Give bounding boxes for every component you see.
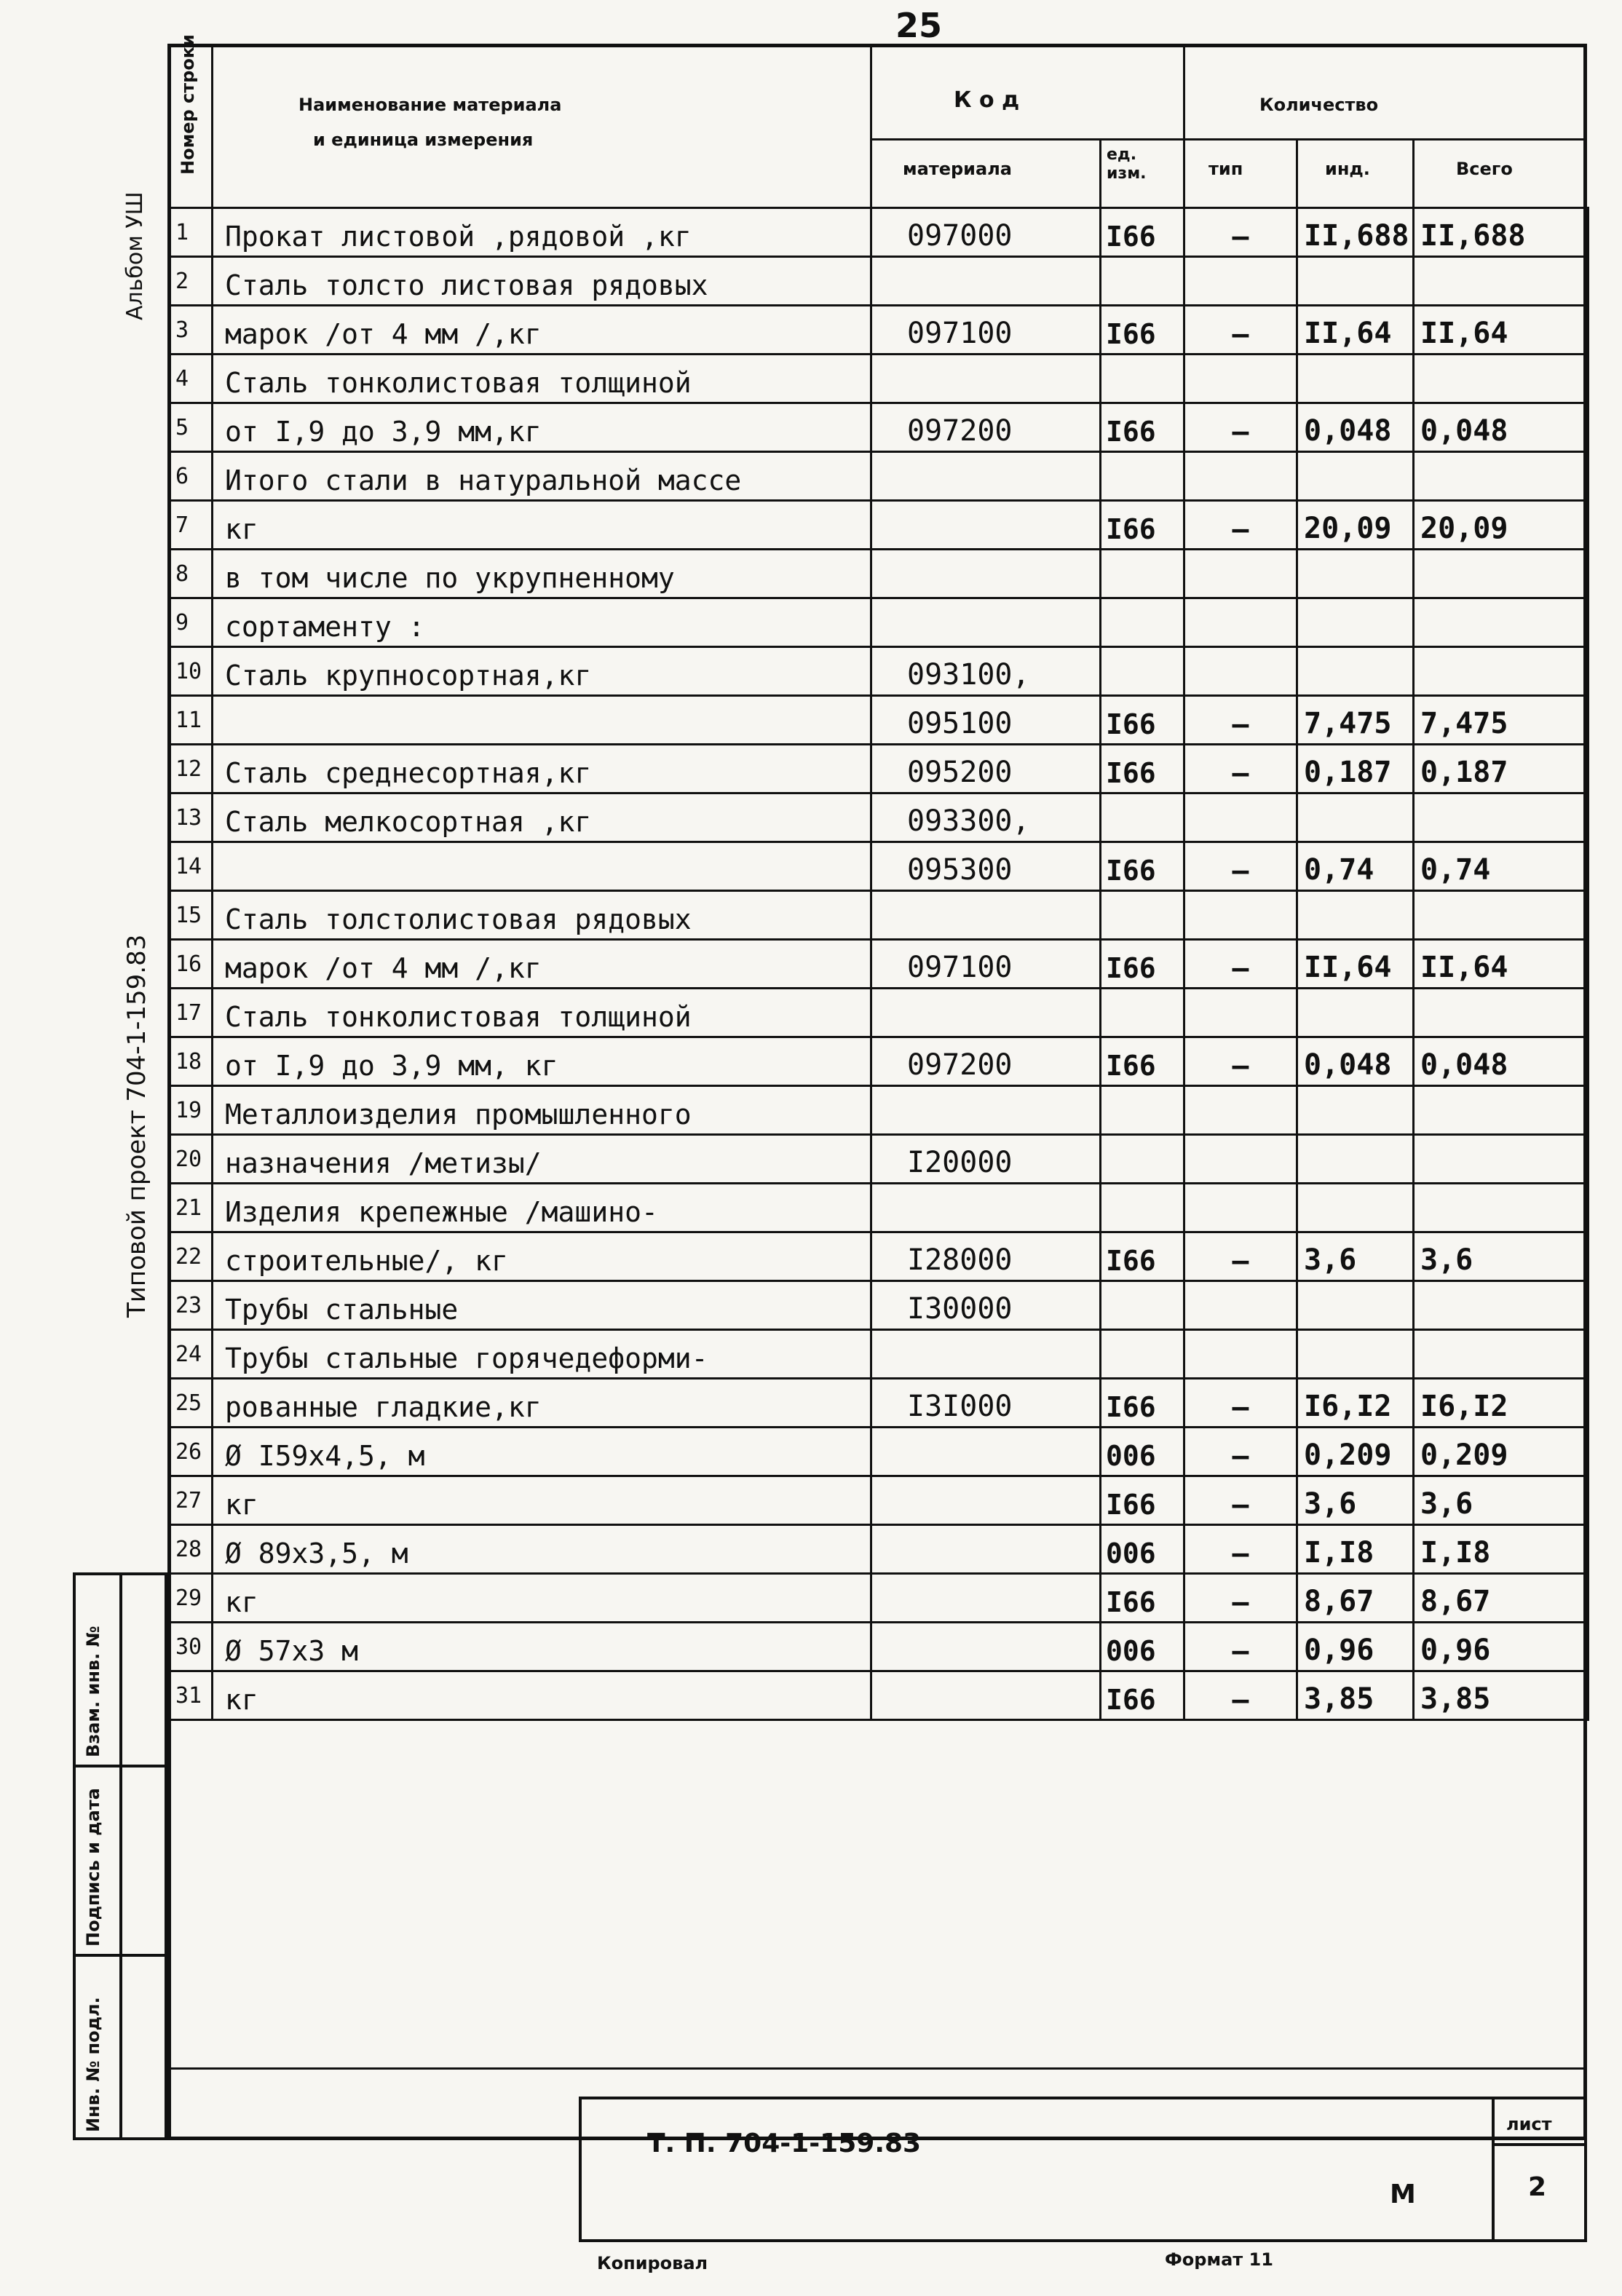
qty-type: – — [1184, 940, 1297, 989]
table-row — [169, 1623, 1589, 1671]
qty-total — [1414, 1086, 1589, 1135]
qty-type: – — [1184, 745, 1297, 793]
inv-dup-label: Взам. инв. № — [83, 1626, 103, 1757]
unit-code — [1101, 257, 1184, 306]
material-code: 097000 — [871, 208, 1101, 257]
qty-individual — [1297, 452, 1414, 501]
material-code: 097200 — [871, 403, 1101, 452]
row-number: 24 — [169, 1330, 213, 1379]
header-qty-type: тип — [1208, 159, 1243, 179]
qty-total — [1414, 257, 1589, 306]
material-name: рованные гладкие,кг — [213, 1379, 871, 1428]
qty-individual: 0,048 — [1297, 403, 1414, 452]
project-label: Типовой проект 704-1-159.83 — [122, 934, 151, 1318]
row-number: 5 — [169, 403, 213, 452]
material-name: кг — [213, 1574, 871, 1623]
row-number: 11 — [169, 696, 213, 745]
row-number: 1 — [169, 208, 213, 257]
material-name: строительные/, кг — [213, 1232, 871, 1281]
header-divider — [1412, 138, 1415, 207]
qty-individual — [1297, 793, 1414, 842]
qty-type — [1184, 793, 1297, 842]
unit-code: I66 — [1101, 1574, 1184, 1623]
table-row — [169, 1086, 1589, 1135]
table-row — [169, 1525, 1589, 1574]
stamp-rule — [1492, 2143, 1584, 2146]
qty-individual — [1297, 1330, 1414, 1379]
qty-type: – — [1184, 1232, 1297, 1281]
qty-individual — [1297, 647, 1414, 696]
table-row — [169, 208, 1589, 257]
page-number: 25 — [895, 6, 943, 45]
qty-total — [1414, 1184, 1589, 1232]
qty-total: 3,6 — [1414, 1232, 1589, 1281]
table-row — [169, 355, 1589, 403]
qty-type: – — [1184, 1574, 1297, 1623]
material-name: кг — [213, 1671, 871, 1720]
header-quantity: Количество — [1259, 95, 1379, 115]
material-name: Сталь среднесортная,кг — [213, 745, 871, 793]
qty-individual — [1297, 1281, 1414, 1330]
qty-type: – — [1184, 696, 1297, 745]
material-code: I28000 — [871, 1232, 1101, 1281]
row-number: 7 — [169, 501, 213, 550]
header-row-number: Номер строки — [178, 34, 198, 175]
qty-total: I,I8 — [1414, 1525, 1589, 1574]
row-number: 14 — [169, 842, 213, 891]
table-row — [169, 940, 1589, 989]
album-label: Альбом УШ — [122, 191, 148, 320]
qty-type: – — [1184, 306, 1297, 355]
row-number: 20 — [169, 1135, 213, 1184]
material-code — [871, 501, 1101, 550]
row-number: 13 — [169, 793, 213, 842]
qty-total — [1414, 793, 1589, 842]
material-name: Сталь тонколистовая толщиной — [213, 355, 871, 403]
header-divider — [1296, 138, 1298, 207]
qty-total — [1414, 598, 1589, 647]
material-name: Ø I59х4,5, м — [213, 1428, 871, 1476]
qty-type: – — [1184, 1623, 1297, 1671]
unit-code: I66 — [1101, 1232, 1184, 1281]
qty-individual: II,688 — [1297, 208, 1414, 257]
qty-type — [1184, 452, 1297, 501]
material-code — [871, 1525, 1101, 1574]
row-number: 8 — [169, 550, 213, 598]
material-code: I20000 — [871, 1135, 1101, 1184]
material-name: Сталь толсто листовая рядовых — [213, 257, 871, 306]
material-code — [871, 1623, 1101, 1671]
table-row — [169, 696, 1589, 745]
material-name: от I,9 до 3,9 мм,кг — [213, 403, 871, 452]
qty-individual — [1297, 989, 1414, 1037]
copied-label: Копировал — [597, 2253, 708, 2273]
unit-code: I66 — [1101, 696, 1184, 745]
unit-code — [1101, 355, 1184, 403]
qty-total: II,64 — [1414, 940, 1589, 989]
qty-type: – — [1184, 1428, 1297, 1476]
qty-type: – — [1184, 842, 1297, 891]
row-number: 18 — [169, 1037, 213, 1086]
unit-code — [1101, 891, 1184, 940]
table-row — [169, 1428, 1589, 1476]
unit-code: I66 — [1101, 306, 1184, 355]
table-row — [169, 1281, 1589, 1330]
row-number: 6 — [169, 452, 213, 501]
row-number: 16 — [169, 940, 213, 989]
qty-total — [1414, 452, 1589, 501]
header-subrule — [870, 138, 1587, 140]
table-row — [169, 403, 1589, 452]
material-code: 093100, — [871, 647, 1101, 696]
qty-individual: 20,09 — [1297, 501, 1414, 550]
material-name — [213, 842, 871, 891]
qty-individual: I,I8 — [1297, 1525, 1414, 1574]
qty-individual: 3,6 — [1297, 1476, 1414, 1525]
material-code — [871, 1671, 1101, 1720]
header-divider — [1099, 138, 1101, 207]
material-name: Сталь тонколистовая толщиной — [213, 989, 871, 1037]
qty-total: 0,048 — [1414, 1037, 1589, 1086]
qty-type: – — [1184, 208, 1297, 257]
table-row — [169, 501, 1589, 550]
material-name: в том числе по укрупненному — [213, 550, 871, 598]
table-row — [169, 306, 1589, 355]
title-block — [579, 2097, 1587, 2242]
header-qty-ind: инд. — [1325, 159, 1370, 179]
qty-total: 0,187 — [1414, 745, 1589, 793]
qty-individual: 0,187 — [1297, 745, 1414, 793]
row-number: 25 — [169, 1379, 213, 1428]
header-code-material: материала — [903, 159, 1012, 179]
unit-code — [1101, 598, 1184, 647]
unit-code — [1101, 647, 1184, 696]
table-row — [169, 1330, 1589, 1379]
qty-total — [1414, 355, 1589, 403]
doc-code: Т. П. 704-1-159.83 — [647, 2129, 922, 2158]
format-label: Формат 11 — [1165, 2249, 1273, 2270]
table-row — [169, 452, 1589, 501]
unit-code: I66 — [1101, 745, 1184, 793]
row-number: 2 — [169, 257, 213, 306]
material-name: Металлоизделия промышленного — [213, 1086, 871, 1135]
qty-total: 0,74 — [1414, 842, 1589, 891]
qty-type — [1184, 1086, 1297, 1135]
qty-individual — [1297, 257, 1414, 306]
material-name: Сталь толстолистовая рядовых — [213, 891, 871, 940]
sign-date-label: Подпись и дата — [83, 1788, 103, 1947]
qty-type: – — [1184, 1379, 1297, 1428]
qty-individual: 0,74 — [1297, 842, 1414, 891]
table-row — [169, 1184, 1589, 1232]
qty-total: I6,I2 — [1414, 1379, 1589, 1428]
material-name: Ø 57х3 м — [213, 1623, 871, 1671]
material-code: I30000 — [871, 1281, 1101, 1330]
qty-individual: 0,209 — [1297, 1428, 1414, 1476]
qty-total: 0,96 — [1414, 1623, 1589, 1671]
unit-code: I66 — [1101, 842, 1184, 891]
unit-code: I66 — [1101, 1037, 1184, 1086]
material-code: I3I000 — [871, 1379, 1101, 1428]
inv-orig-label: Инв. № подл. — [83, 1997, 103, 2132]
qty-total — [1414, 1135, 1589, 1184]
material-name: Ø 89х3,5, м — [213, 1525, 871, 1574]
material-name: кг — [213, 501, 871, 550]
row-number: 21 — [169, 1184, 213, 1232]
qty-type — [1184, 647, 1297, 696]
unit-code: 006 — [1101, 1428, 1184, 1476]
header-code-unit: ед. изм. — [1107, 146, 1147, 183]
material-code: 095300 — [871, 842, 1101, 891]
qty-type — [1184, 257, 1297, 306]
material-name: марок /от 4 мм /,кг — [213, 940, 871, 989]
table-row — [169, 842, 1589, 891]
table-row — [169, 647, 1589, 696]
table-row — [169, 550, 1589, 598]
material-name: марок /от 4 мм /,кг — [213, 306, 871, 355]
qty-type: – — [1184, 403, 1297, 452]
table-row — [169, 1037, 1589, 1086]
qty-type — [1184, 1135, 1297, 1184]
row-number: 27 — [169, 1476, 213, 1525]
material-name: Прокат листовой ,рядовой ,кг — [213, 208, 871, 257]
table-row — [169, 745, 1589, 793]
qty-total: 3,85 — [1414, 1671, 1589, 1720]
material-name: назначения /метизы/ — [213, 1135, 871, 1184]
material-code: 097100 — [871, 306, 1101, 355]
qty-type — [1184, 598, 1297, 647]
qty-total: 3,6 — [1414, 1476, 1589, 1525]
header-divider — [1183, 44, 1185, 207]
qty-type — [1184, 1330, 1297, 1379]
qty-type — [1184, 989, 1297, 1037]
qty-type: – — [1184, 1671, 1297, 1720]
qty-total: 7,475 — [1414, 696, 1589, 745]
material-code: 097100 — [871, 940, 1101, 989]
unit-code: 006 — [1101, 1525, 1184, 1574]
material-code — [871, 355, 1101, 403]
material-code — [871, 550, 1101, 598]
material-name: Сталь мелкосортная ,кг — [213, 793, 871, 842]
sheet-number: 2 — [1528, 2172, 1547, 2202]
qty-individual: 0,96 — [1297, 1623, 1414, 1671]
qty-individual — [1297, 550, 1414, 598]
unit-code — [1101, 1184, 1184, 1232]
qty-total — [1414, 891, 1589, 940]
material-code — [871, 257, 1101, 306]
table-row — [169, 1671, 1589, 1720]
table-row — [169, 989, 1589, 1037]
unit-code: I66 — [1101, 403, 1184, 452]
row-number: 4 — [169, 355, 213, 403]
qty-total — [1414, 1281, 1589, 1330]
unit-code — [1101, 1330, 1184, 1379]
unit-code — [1101, 1086, 1184, 1135]
material-code — [871, 598, 1101, 647]
material-code — [871, 989, 1101, 1037]
table-row — [169, 598, 1589, 647]
row-number: 28 — [169, 1525, 213, 1574]
row-number: 15 — [169, 891, 213, 940]
qty-individual: 3,6 — [1297, 1232, 1414, 1281]
row-number: 9 — [169, 598, 213, 647]
qty-individual: I6,I2 — [1297, 1379, 1414, 1428]
unit-code — [1101, 1281, 1184, 1330]
unit-code — [1101, 793, 1184, 842]
qty-individual — [1297, 1135, 1414, 1184]
qty-type: – — [1184, 1525, 1297, 1574]
stamp-divider — [1492, 2099, 1495, 2239]
row-number: 22 — [169, 1232, 213, 1281]
qty-total — [1414, 550, 1589, 598]
header-name-line1: Наименование материала — [298, 95, 562, 115]
material-code: 093300, — [871, 793, 1101, 842]
unit-code — [1101, 1135, 1184, 1184]
sheet-label: лист — [1506, 2114, 1552, 2134]
unit-code: I66 — [1101, 1671, 1184, 1720]
qty-type — [1184, 1281, 1297, 1330]
row-number: 10 — [169, 647, 213, 696]
table-row — [169, 793, 1589, 842]
table-row — [169, 1476, 1589, 1525]
qty-total: 0,048 — [1414, 403, 1589, 452]
header-name-line2: и единица измерения — [313, 130, 534, 150]
qty-individual: 7,475 — [1297, 696, 1414, 745]
unit-code: I66 — [1101, 208, 1184, 257]
qty-individual — [1297, 1184, 1414, 1232]
table-row — [169, 1232, 1589, 1281]
qty-individual — [1297, 1086, 1414, 1135]
header-row-number-cell — [167, 34, 213, 207]
table-row — [169, 1379, 1589, 1428]
qty-total — [1414, 647, 1589, 696]
qty-individual — [1297, 598, 1414, 647]
side-stamp-block — [73, 1572, 167, 2140]
row-number: 12 — [169, 745, 213, 793]
material-code — [871, 1086, 1101, 1135]
qty-type — [1184, 891, 1297, 940]
qty-type: – — [1184, 501, 1297, 550]
header-code: К о д — [954, 87, 1020, 113]
qty-individual — [1297, 355, 1414, 403]
unit-code — [1101, 550, 1184, 598]
qty-type — [1184, 550, 1297, 598]
material-code — [871, 1428, 1101, 1476]
header-qty-total: Всего — [1456, 159, 1513, 179]
material-code — [871, 891, 1101, 940]
table-header — [167, 34, 1587, 207]
qty-individual — [1297, 891, 1414, 940]
qty-total: II,64 — [1414, 306, 1589, 355]
qty-total: 8,67 — [1414, 1574, 1589, 1623]
unit-code: 006 — [1101, 1623, 1184, 1671]
side-stamp-rule — [76, 1954, 165, 1957]
material-code — [871, 452, 1101, 501]
letter: М — [1390, 2180, 1416, 2209]
qty-type: – — [1184, 1037, 1297, 1086]
qty-individual: II,64 — [1297, 940, 1414, 989]
material-code — [871, 1330, 1101, 1379]
side-stamp-rule — [76, 1765, 165, 1767]
qty-individual: 8,67 — [1297, 1574, 1414, 1623]
unit-code: I66 — [1101, 1476, 1184, 1525]
side-stamp-divider — [119, 1575, 122, 2137]
row-number: 31 — [169, 1671, 213, 1720]
row-number: 3 — [169, 306, 213, 355]
qty-individual: 3,85 — [1297, 1671, 1414, 1720]
qty-total — [1414, 989, 1589, 1037]
materials-table — [167, 207, 1589, 1721]
material-name — [213, 696, 871, 745]
material-name: кг — [213, 1476, 871, 1525]
qty-individual: II,64 — [1297, 306, 1414, 355]
unit-code — [1101, 989, 1184, 1037]
qty-type: – — [1184, 1476, 1297, 1525]
material-name: Трубы стальные горячедеформи- — [213, 1330, 871, 1379]
material-name: Трубы стальные — [213, 1281, 871, 1330]
material-code — [871, 1574, 1101, 1623]
row-number: 17 — [169, 989, 213, 1037]
table-row — [169, 1135, 1589, 1184]
row-number: 30 — [169, 1623, 213, 1671]
qty-total: II,688 — [1414, 208, 1589, 257]
row-number: 19 — [169, 1086, 213, 1135]
material-code: 097200 — [871, 1037, 1101, 1086]
material-name: сортаменту : — [213, 598, 871, 647]
qty-type — [1184, 1184, 1297, 1232]
table-row — [169, 891, 1589, 940]
qty-individual: 0,048 — [1297, 1037, 1414, 1086]
material-code — [871, 1184, 1101, 1232]
table-row — [169, 1574, 1589, 1623]
material-name: от I,9 до 3,9 мм, кг — [213, 1037, 871, 1086]
row-number: 26 — [169, 1428, 213, 1476]
material-code — [871, 1476, 1101, 1525]
qty-total: 20,09 — [1414, 501, 1589, 550]
unit-code — [1101, 452, 1184, 501]
material-name: Изделия крепежные /машино- — [213, 1184, 871, 1232]
header-divider — [870, 44, 872, 207]
unit-code: I66 — [1101, 1379, 1184, 1428]
qty-total: 0,209 — [1414, 1428, 1589, 1476]
material-code: 095100 — [871, 696, 1101, 745]
unit-code: I66 — [1101, 501, 1184, 550]
material-code: 095200 — [871, 745, 1101, 793]
material-name: Итого стали в натуральной массе — [213, 452, 871, 501]
qty-total — [1414, 1330, 1589, 1379]
table-row — [169, 257, 1589, 306]
unit-code: I66 — [1101, 940, 1184, 989]
row-number: 23 — [169, 1281, 213, 1330]
qty-type — [1184, 355, 1297, 403]
material-name: Сталь крупносортная,кг — [213, 647, 871, 696]
row-number: 29 — [169, 1574, 213, 1623]
